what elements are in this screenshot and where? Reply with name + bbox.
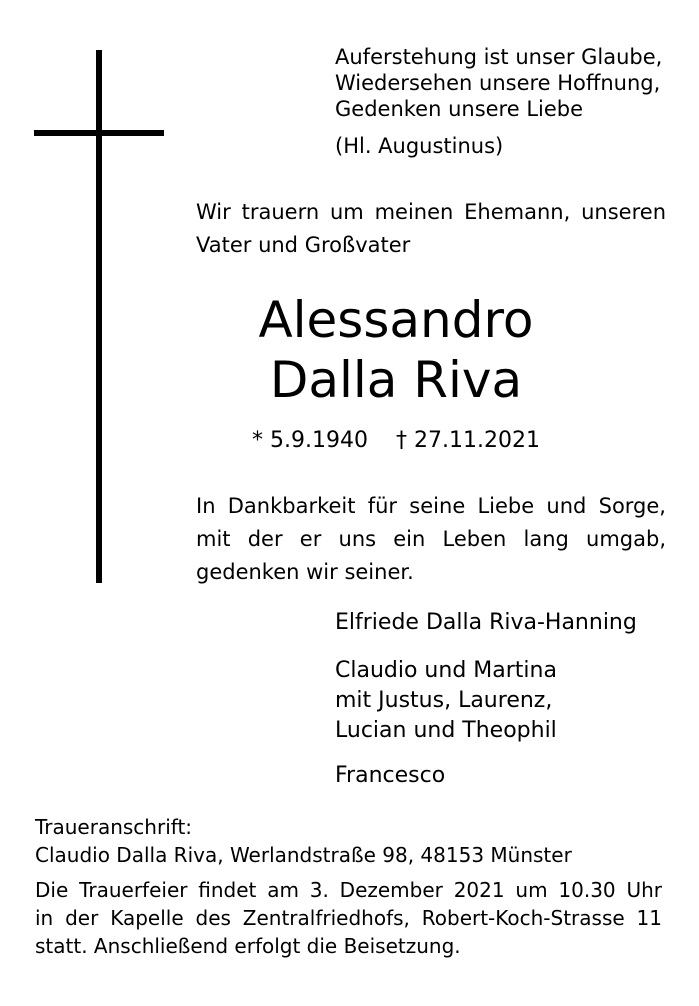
death-date: † 27.11.2021 xyxy=(396,428,540,453)
intro-text: Wir trauern um meinen Ehemann, unseren Vater und Großvater xyxy=(196,200,666,257)
quote-line-1: Auferstehung ist unser Glaube, xyxy=(335,45,663,69)
cross-icon-bar xyxy=(34,130,164,136)
deceased-first-name: Alessandro xyxy=(258,291,534,349)
ceremony-line-1: Die Trauerfeier findet am 3. Dezember 2021 um 10.30 Uhr xyxy=(35,878,662,902)
deceased-last-name: Dalla Riva xyxy=(269,351,523,409)
obituary-notice xyxy=(6,6,693,994)
mourning-address-text: Claudio Dalla Riva, Werlandstraße 98, 48153 Münster xyxy=(35,843,572,867)
quote-line-3: Gedenken unsere Liebe xyxy=(335,97,584,121)
birth-date: * 5.9.1940 xyxy=(252,428,368,453)
life-dates xyxy=(186,428,606,453)
mourning-address xyxy=(35,813,662,869)
ceremony-line-3: statt. Anschließend erfolgt die Beisetzung. xyxy=(35,934,461,958)
family-spouse: Elfriede Dalla Riva-Hanning xyxy=(335,610,637,635)
quote-source: (Hl. Augustinus) xyxy=(335,134,504,158)
family-children-line-2: mit Justus, Laurenz, xyxy=(335,688,553,713)
gratitude-text: In Dankbarkeit für seine Liebe und Sorge, mit der er uns ein Leben lang umgab, gedenken wir seiner. xyxy=(196,494,666,584)
quote-line-2: Wiedersehen unsere Hoffnung, xyxy=(335,71,661,95)
family-other: Francesco xyxy=(335,763,446,788)
family-children-line-3: Lucian und Theophil xyxy=(335,718,557,743)
ceremony-info xyxy=(35,876,662,960)
ceremony-line-2: in der Kapelle des Zentralfriedhofs, Robert-Koch-Strasse 11 xyxy=(35,906,662,930)
family-children-line-1: Claudio und Martina xyxy=(335,658,557,683)
mourning-address-label: Traueranschrift: xyxy=(35,815,193,839)
